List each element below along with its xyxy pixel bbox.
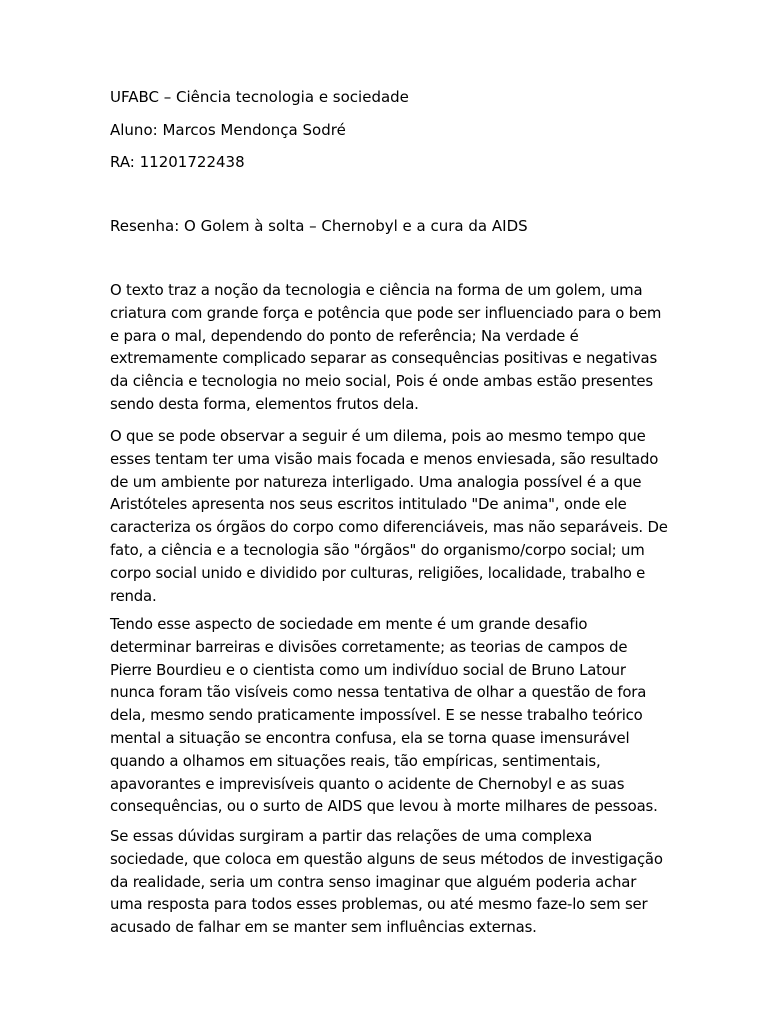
paragraph-2: O que se pode observar a seguir é um dilema, pois ao mesmo tempo que esses tentam ter uma visão mais focada e menos enviesada, são resultado de um ambiente por natureza interligado. Uma analogia possível é a que Aristóteles apresenta nos seus escritos intitulado "De anima", onde ele caracteriza os órgãos do corpo como diferenciáveis, mas não separáveis. De fato, a ciência e a tecnologia são "órgãos" do organismo/corpo social; um corpo social unido e dividido por culturas, religiões, localidade, trabalho e renda. — [110, 427, 668, 605]
paragraph-3: Tendo esse aspecto de sociedade em mente é um grande desafio determinar barreiras e divisões corretamente; as teorias de campos de Pierre Bourdieu e o cientista como um indivíduo social de Bruno Latour nunca foram tão visíveis como nessa tentativa de olhar a questão de fora dela, mesmo sendo praticamente impossível. E se nesse trabalho teórico mental a situação se encontra confusa, ela se torna quase imensurável quando a olhamos em situações reais, tão empíricas, sentimentais, apavorantes e imprevisíveis quanto o acidente de Chernobyl e as suas consequências, ou o surto de AIDS que levou à morte milhares de pessoas. — [110, 615, 658, 816]
review-title: Resenha: O Golem à solta – Chernobyl e a cura da AIDS — [110, 217, 528, 235]
institution-line: UFABC – Ciência tecnologia e sociedade — [110, 88, 409, 106]
student-line: Aluno: Marcos Mendonça Sodré — [110, 121, 346, 139]
paragraph-4: Se essas dúvidas surgiram a partir das relações de uma complexa sociedade, que coloca em questão alguns de seus métodos de investigação da realidade, seria um contra senso imaginar que alguém poderia achar uma resposta para todos esses problemas, ou até mesmo faze-lo sem ser acusado de falhar em se manter sem influências externas. — [110, 827, 663, 937]
paragraph-1: O texto traz a noção da tecnologia e ciência na forma de um golem, uma criatura com grande força e potência que pode ser influenciado para o bem e para o mal, dependendo do ponto de referência; Na verdade é extremamente complicado separar as consequências positivas e negativas da ciência e tecnologia no meio social, Pois é onde ambas estão presentes sendo desta forma, elementos frutos dela. — [110, 281, 662, 413]
ra-line: RA: 11201722438 — [110, 153, 245, 171]
